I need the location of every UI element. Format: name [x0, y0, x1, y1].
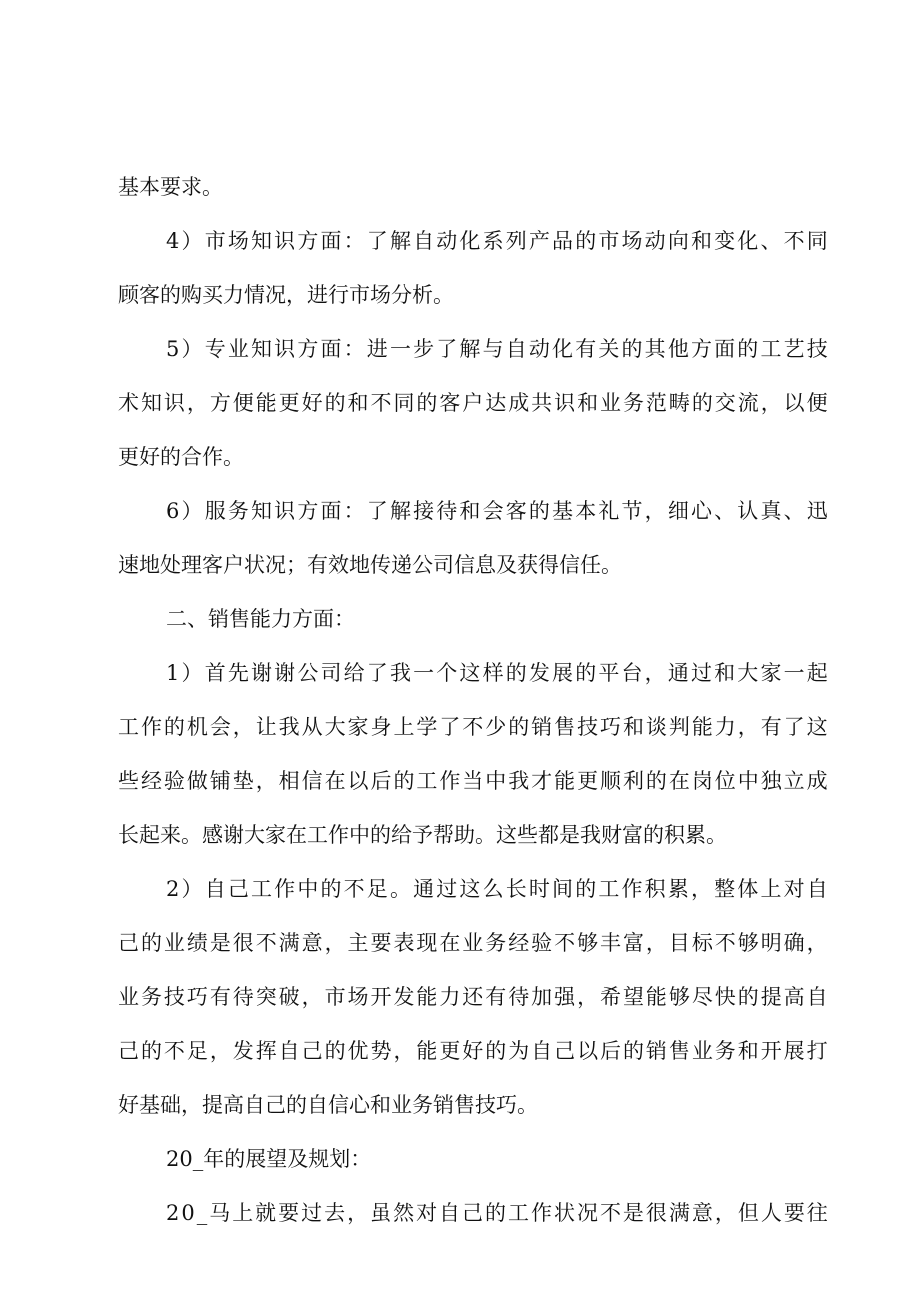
- text-line: 顾客的购买力情况，进行市场分析。: [118, 283, 454, 307]
- text-line: 2 ） 自 己 工 作 中 的 不 足 。 通 过 这 么 长 时 间 的 工 作 积 累 ， 整 体 上 对 自: [166, 877, 828, 901]
- text-line: 己 的 不 足 ， 发 挥 自 己 的 优 势 ， 能 更 好 的 为 自 己 以 后 的 销 售 业 务 和 开 展 打: [118, 1039, 828, 1063]
- text-line: 6 ） 服 务 知 识 方 面 ： 了 解 接 待 和 会 客 的 基 本 礼 节 ， 细 心 、 认 真 、 迅: [166, 499, 828, 523]
- text-line: 4 ） 市 场 知 识 方 面 ： 了 解 自 动 化 系 列 产 品 的 市 场 动 向 和 变 化 、 不 同: [166, 229, 828, 253]
- document-body: [118, 160, 828, 1240]
- text-line: 5 ） 专 业 知 识 方 面 ： 进 一 步 了 解 与 自 动 化 有 关 的 其 他 方 面 的 工 艺 技: [166, 337, 828, 361]
- text-line: 20_年的展望及规划：: [166, 1147, 372, 1171]
- text-line: 术 知 识 ， 方 便 能 更 好 的 和 不 同 的 客 户 达 成 共 识 和 业 务 范 畴 的 交 流 ， 以 便: [118, 391, 828, 415]
- text-line: 速地处理客户状况；有效地传递公司信息及获得信任。: [118, 553, 622, 577]
- text-line: 长起来。感谢大家在工作中的给予帮助。这些都是我财富的积累。: [118, 823, 727, 847]
- text-line: 好基础，提高自己的自信心和业务销售技巧。: [118, 1093, 538, 1117]
- text-line: 业 务 技 巧 有 待 突 破 ， 市 场 开 发 能 力 还 有 待 加 强 ， 希 望 能 够 尽 快 的 提 高 自: [118, 985, 828, 1009]
- text-line: 更好的合作。: [118, 445, 244, 469]
- text-line: 1 ） 首 先 谢 谢 公 司 给 了 我 一 个 这 样 的 发 展 的 平 台 ， 通 过 和 大 家 一 起: [166, 661, 828, 685]
- text-line: 基本要求。: [118, 175, 223, 199]
- text-line: 2 0 _ 马 上 就 要 过 去 ， 虽 然 对 自 己 的 工 作 状 况 不 是 很 满 意 ， 但 人 要 往: [166, 1201, 828, 1225]
- text-line: 些 经 验 做 铺 垫 ， 相 信 在 以 后 的 工 作 当 中 我 才 能 更 顺 利 的 在 岗 位 中 独 立 成: [118, 769, 828, 793]
- text-line: 工 作 的 机 会 ， 让 我 从 大 家 身 上 学 了 不 少 的 销 售 技 巧 和 谈 判 能 力 ， 有 了 这: [118, 715, 828, 739]
- text-line: 二、销售能力方面：: [166, 607, 355, 631]
- text-line: 己 的 业 绩 是 很 不 满 意 ， 主 要 表 现 在 业 务 经 验 不 够 丰 富 ， 目 标 不 够 明 确 ，: [118, 931, 828, 955]
